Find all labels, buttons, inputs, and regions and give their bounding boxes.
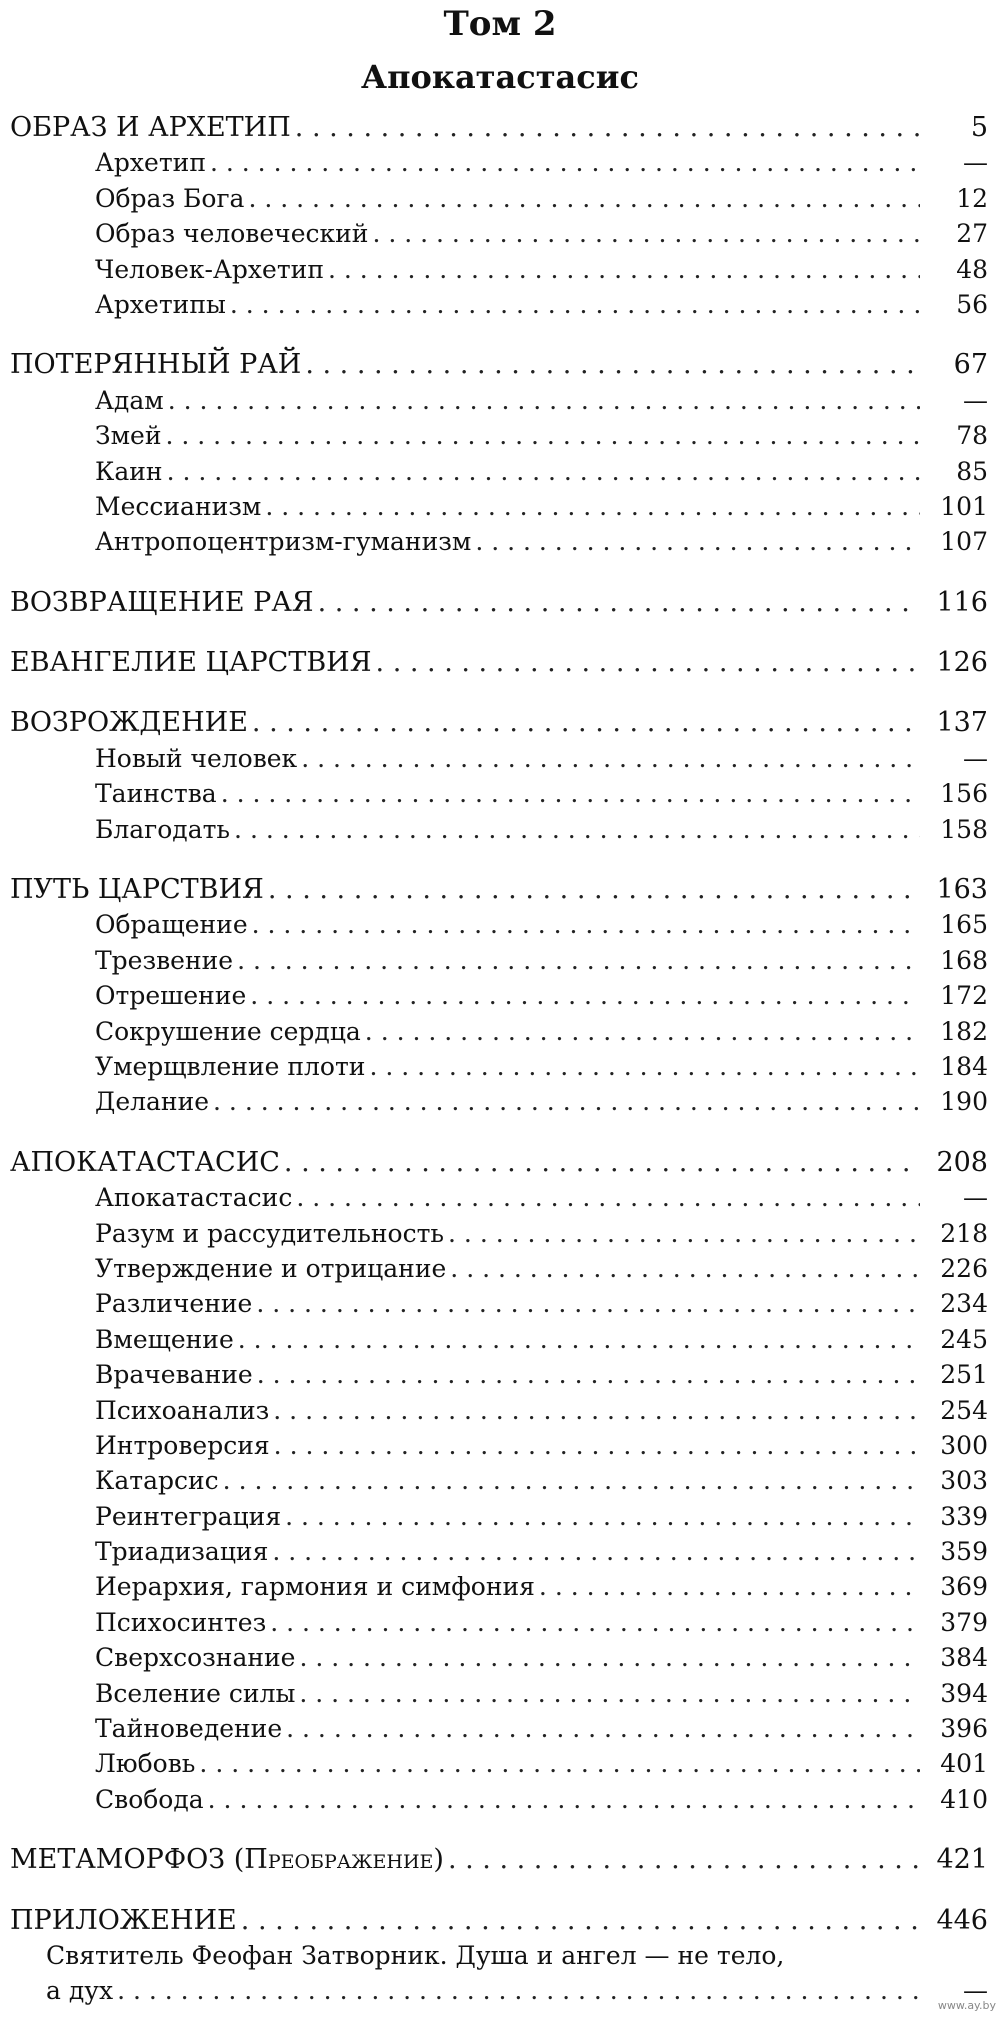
toc-entry-title: Триадизация	[95, 1537, 269, 1567]
toc-section	[10, 645, 988, 680]
toc-sub-entry	[10, 1711, 988, 1746]
dot-leader	[286, 1711, 920, 1746]
toc-sub-entry	[10, 1463, 988, 1498]
toc-entry-title: Апокатастасис	[95, 1183, 293, 1213]
dot-leader	[272, 1534, 920, 1569]
dot-leader	[365, 1014, 920, 1049]
dot-leader	[256, 1286, 920, 1321]
toc-entry-page: 369	[940, 1572, 988, 1602]
toc-entry-page: 421	[936, 1844, 988, 1876]
dot-leader	[252, 705, 920, 740]
book-title: Апокатастасис	[361, 58, 639, 96]
toc-entry-page: —	[963, 385, 988, 415]
toc-main-entry	[10, 1903, 988, 1938]
toc-entry-title: ВОЗРОЖДЕНИЕ	[10, 707, 248, 739]
toc-entry-page: 107	[940, 527, 988, 557]
toc-entry-title: Каин	[95, 456, 163, 486]
toc-entry-page: 251	[940, 1360, 988, 1390]
toc-entry-page: 245	[940, 1324, 988, 1354]
toc-entry-page: 137	[936, 707, 988, 739]
toc-entry-title: Психосинтез	[95, 1607, 267, 1637]
toc-entry-title	[10, 1842, 444, 1877]
toc-entry-page: 184	[940, 1051, 988, 1081]
toc-section-metamorphosis	[10, 1842, 988, 1877]
toc-sections	[10, 110, 988, 1817]
toc-sub-entry	[10, 1640, 988, 1675]
toc-entry-title: Умерщвление плоти	[95, 1051, 366, 1081]
toc-entry-title: Обращение	[95, 910, 248, 940]
dot-leader	[223, 1463, 920, 1498]
toc-entry-page: 359	[940, 1537, 988, 1567]
toc-entry-page: 394	[940, 1678, 988, 1708]
dot-leader	[167, 454, 920, 489]
toc-sub-entry	[10, 1357, 988, 1392]
toc-entry-title: Катарсис	[95, 1466, 219, 1496]
dot-leader	[270, 1605, 920, 1640]
dot-leader	[221, 776, 920, 811]
dot-leader	[165, 418, 920, 453]
toc-entry-title: Таинства	[95, 779, 217, 809]
toc-sub-entry	[10, 776, 988, 811]
toc-entry-page: 226	[940, 1253, 988, 1283]
toc-sub-entry	[10, 1605, 988, 1640]
toc-entry-page: 126	[936, 647, 988, 679]
toc-entry-page: 208	[936, 1146, 988, 1178]
toc-sub-entry	[10, 907, 988, 942]
toc-entry-title: Трезвение	[95, 945, 234, 975]
toc-sub-entry	[10, 812, 988, 847]
dot-leader	[285, 1499, 920, 1534]
toc-sub-entry	[10, 1049, 988, 1084]
toc-sub-entry	[10, 1499, 988, 1534]
toc-sub-entry	[10, 216, 988, 251]
dot-leader	[305, 347, 920, 382]
toc-entry-page: 158	[940, 814, 988, 844]
toc-main-entry	[10, 645, 988, 680]
toc-entry-page: 67	[953, 349, 988, 381]
toc-entry-page: 300	[940, 1430, 988, 1460]
dot-leader	[250, 978, 920, 1013]
toc-main-entry	[10, 872, 988, 907]
toc-sub-entry	[10, 145, 988, 180]
toc-sub-entry	[10, 489, 988, 524]
toc-entry-title: Образ человеческий	[95, 219, 369, 249]
toc-entry-title: Новый человек	[95, 743, 298, 773]
toc-entry-page: 396	[940, 1714, 988, 1744]
toc-sub-entry	[10, 1084, 988, 1119]
table-of-contents	[10, 110, 988, 2034]
toc-entry-page: 163	[936, 874, 988, 906]
toc-sub-entry	[10, 978, 988, 1013]
toc-entry-page: 218	[940, 1218, 988, 1248]
toc-sub-entry	[10, 1014, 988, 1049]
dot-leader	[238, 1322, 920, 1357]
toc-entry-page: 410	[940, 1784, 988, 1814]
toc-entry-title: Сокрушение сердца	[95, 1016, 361, 1046]
toc-main-entry	[10, 585, 988, 620]
toc-main-entry	[10, 705, 988, 740]
toc-main-entry	[10, 110, 988, 145]
toc-sub-entry	[10, 1676, 988, 1711]
toc-sub-entry	[10, 1534, 988, 1569]
toc-sub-entry	[10, 1180, 988, 1215]
dot-leader	[376, 645, 920, 680]
dot-leader	[265, 489, 920, 524]
toc-sub-entry	[10, 252, 988, 287]
toc-sub-entry	[10, 383, 988, 418]
dot-leader	[252, 907, 920, 942]
toc-section-appendix	[10, 1903, 988, 2009]
toc-entry-title: Антропоцентризм-гуманизм	[95, 527, 472, 557]
dot-leader	[475, 524, 920, 559]
toc-sub-entry	[10, 1251, 988, 1286]
dot-leader	[257, 1357, 920, 1392]
toc-entry-page: 379	[940, 1607, 988, 1637]
toc-entry-page: 116	[936, 586, 988, 618]
toc-entry-page: —	[963, 1976, 988, 2006]
toc-entry-title: Мессианизм	[95, 491, 262, 521]
metamorphosis-subtitle: (Преображение)	[233, 1844, 444, 1876]
dot-leader	[248, 181, 920, 216]
dot-leader	[328, 252, 920, 287]
dot-leader	[448, 1216, 920, 1251]
toc-entry-page: 254	[940, 1395, 988, 1425]
toc-entry-page: —	[963, 743, 988, 773]
toc-entry-title: Человек-Архетип	[95, 254, 324, 284]
toc-sub-entry	[10, 1322, 988, 1357]
toc-entry-title: Свобода	[95, 1784, 204, 1814]
dot-leader	[296, 1180, 920, 1215]
dot-leader	[237, 943, 920, 978]
dot-leader	[199, 1746, 920, 1781]
toc-entry-page: 156	[940, 779, 988, 809]
appendix-title: ПРИЛОЖЕНИЕ	[10, 1904, 237, 1936]
toc-sub-entry	[10, 1286, 988, 1321]
toc-entry-page: 5	[970, 112, 988, 143]
dot-leader	[448, 1842, 920, 1877]
toc-entry-title: ПУТЬ ЦАРСТВИЯ	[10, 874, 264, 906]
toc-entry-title: Тайноведение	[95, 1714, 283, 1744]
toc-entry-page: 234	[940, 1289, 988, 1319]
toc-entry-page: 446	[936, 1904, 988, 1936]
toc-entry-page: 85	[956, 456, 988, 486]
toc-entry-title: Утверждение и отрицание	[95, 1253, 447, 1283]
toc-sub-entry	[10, 287, 988, 322]
metamorphosis-title: МЕТАМОРФОЗ	[10, 1844, 226, 1876]
dot-leader	[284, 1145, 920, 1180]
toc-entry-title: Иерархия, гармония и симфония	[95, 1572, 535, 1602]
toc-entry-page: 56	[956, 289, 988, 319]
appendix-note-line2-row	[46, 1973, 988, 2008]
toc-entry-page: 165	[940, 910, 988, 940]
toc-entry-title: Архетип	[95, 148, 206, 178]
toc-entry-title: Вмещение	[95, 1324, 234, 1354]
toc-sub-entry	[10, 741, 988, 776]
toc-entry-page: 190	[940, 1087, 988, 1117]
toc-sub-entry	[10, 943, 988, 978]
toc-entry-page: 182	[940, 1016, 988, 1046]
dot-leader	[299, 1676, 920, 1711]
toc-main-entry	[10, 1842, 988, 1877]
dot-leader	[168, 383, 920, 418]
toc-entry-page: 401	[940, 1749, 988, 1779]
toc-entry-page: 168	[940, 945, 988, 975]
toc-entry-title: ВОЗВРАЩЕНИЕ РАЯ	[10, 586, 314, 618]
toc-sub-entry	[10, 524, 988, 559]
toc-entry-title: Сверхсознание	[95, 1643, 296, 1673]
dot-leader	[299, 1640, 920, 1675]
toc-sub-entry	[10, 1569, 988, 1604]
toc-entry-title: Адам	[95, 385, 164, 415]
dot-leader	[450, 1251, 920, 1286]
toc-entry-title: Интроверсия	[95, 1430, 270, 1460]
toc-section	[10, 110, 988, 322]
toc-entry-title: Вселение силы	[95, 1678, 296, 1708]
toc-sub-entry	[10, 1746, 988, 1781]
toc-entry-title: ПОТЕРЯННЫЙ РАЙ	[10, 349, 302, 381]
toc-sub-entry	[10, 1216, 988, 1251]
toc-entry-page: —	[963, 1183, 988, 1213]
dot-leader	[273, 1393, 920, 1428]
dot-leader	[295, 110, 920, 145]
toc-sub-entry	[10, 418, 988, 453]
toc-entry-title: Разум и рассудительность	[95, 1218, 445, 1248]
toc-entry-page: 27	[956, 219, 988, 249]
dot-leader	[369, 1049, 920, 1084]
dot-leader	[230, 287, 920, 322]
toc-entry-title: Образ Бога	[95, 183, 245, 213]
toc-entry-title: Любовь	[95, 1749, 196, 1779]
appendix-note-line1: Святитель Феофан Затворник. Душа и ангел — не тело,	[46, 1940, 785, 1970]
toc-entry-page: 384	[940, 1643, 988, 1673]
toc-entry-title: Реинтеграция	[95, 1501, 282, 1531]
dot-leader	[234, 812, 920, 847]
toc-sub-entry	[10, 181, 988, 216]
toc-section	[10, 347, 988, 559]
toc-entry-title: Архетипы	[95, 289, 226, 319]
toc-entry-page: 339	[940, 1501, 988, 1531]
toc-entry-page: 48	[956, 254, 988, 284]
dot-leader	[241, 1903, 920, 1938]
toc-entry-title: Отрешение	[95, 981, 247, 1011]
toc-main-entry	[10, 1145, 988, 1180]
toc-entry-page: 78	[956, 421, 988, 451]
toc-entry-page: 12	[956, 183, 988, 213]
dot-leader	[208, 1782, 920, 1817]
dot-leader	[210, 145, 920, 180]
toc-entry-title: Благодать	[95, 814, 231, 844]
toc-entry-title: Змей	[95, 421, 162, 451]
toc-entry-title: Врачевание	[95, 1360, 253, 1390]
toc-entry-title: ЕВАНГЕЛИЕ ЦАРСТВИЯ	[10, 647, 372, 679]
toc-entry-title: АПОКАТАСТАСИС	[10, 1146, 280, 1178]
toc-sub-entry	[10, 1393, 988, 1428]
dot-leader	[213, 1084, 920, 1119]
volume-heading: Том 2	[443, 4, 557, 44]
toc-entry-title: Психоанализ	[95, 1395, 270, 1425]
toc-entry-title: Делание	[95, 1087, 210, 1117]
toc-sub-entry	[10, 1782, 988, 1817]
appendix-note	[10, 1938, 988, 2009]
toc-section	[10, 585, 988, 620]
toc-section	[10, 1145, 988, 1817]
toc-sub-entry	[10, 454, 988, 489]
toc-entry-title: Различение	[95, 1289, 253, 1319]
toc-main-entry	[10, 347, 988, 382]
toc-section	[10, 872, 988, 1120]
toc-entry-page: 303	[940, 1466, 988, 1496]
toc-sub-entry	[10, 1428, 988, 1463]
dot-leader	[301, 741, 920, 776]
dot-leader	[117, 1973, 920, 2008]
dot-leader	[268, 872, 920, 907]
dot-leader	[372, 216, 920, 251]
appendix-note-line2: а дух	[46, 1976, 114, 2006]
watermark-text: www.ay.by	[937, 1999, 996, 2012]
dot-leader	[318, 585, 920, 620]
toc-entry-title: ОБРАЗ И АРХЕТИП	[10, 112, 291, 143]
toc-section	[10, 705, 988, 847]
toc-entry-page: 172	[940, 981, 988, 1011]
toc-entry-page: 101	[940, 491, 988, 521]
dot-leader	[539, 1569, 920, 1604]
toc-entry-page: —	[963, 148, 988, 178]
dot-leader	[274, 1428, 920, 1463]
